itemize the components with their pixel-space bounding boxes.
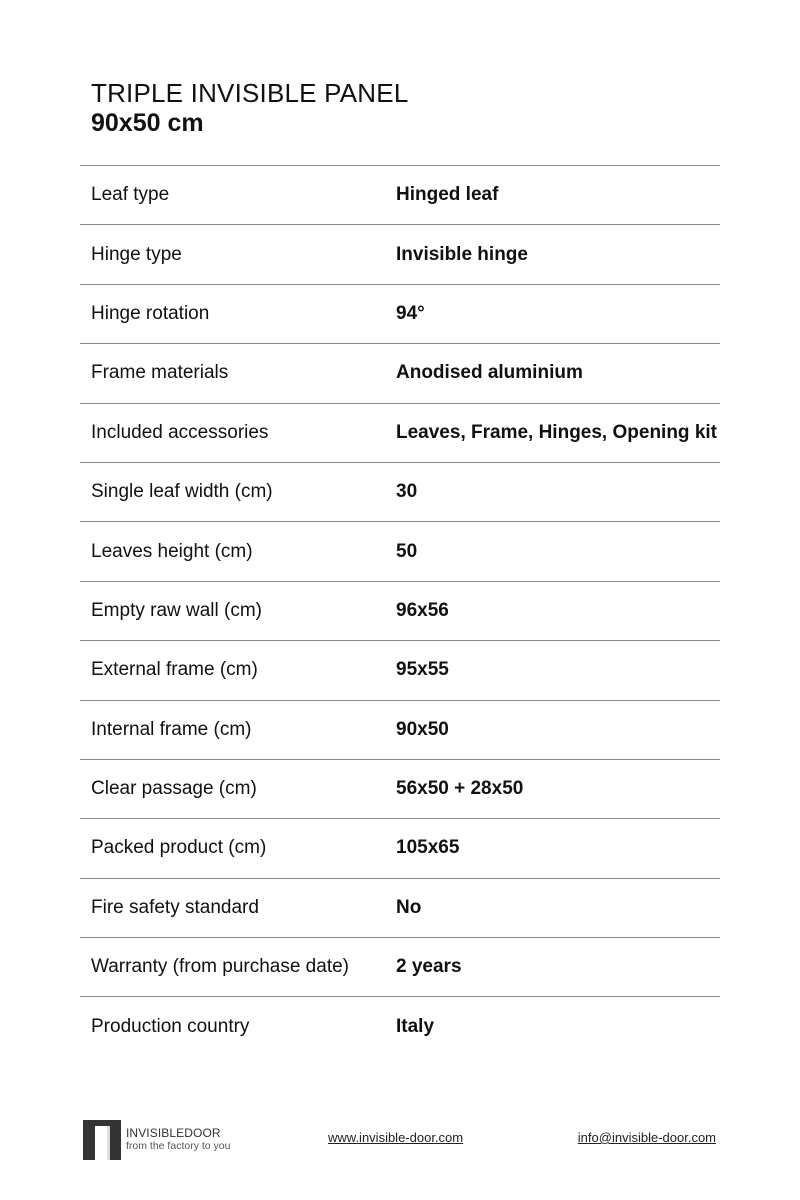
brand-logo[interactable] [83, 1120, 230, 1160]
spec-value-single-leaf-width: 30 [396, 481, 418, 503]
spec-label-empty-raw-wall: Empty raw wall (cm) [91, 599, 263, 621]
spec-row [80, 701, 720, 760]
spec-row [80, 463, 720, 522]
spec-label-included-accessories: Included accessories [91, 421, 269, 443]
spec-label-leaves-height: Leaves height (cm) [91, 540, 253, 562]
spec-row [80, 879, 720, 938]
spec-label-internal-frame: Internal frame (cm) [91, 718, 252, 740]
spec-value-leaves-height: 50 [396, 540, 418, 562]
document-footer [80, 1118, 720, 1162]
spec-row [80, 404, 720, 463]
product-size: 90x50 cm [91, 109, 204, 137]
spec-label-leaf-type: Leaf type [91, 184, 170, 206]
spec-label-clear-passage: Clear passage (cm) [91, 778, 257, 800]
spec-label-fire-safety: Fire safety standard [91, 896, 259, 918]
spec-label-external-frame: External frame (cm) [91, 659, 258, 681]
email-link[interactable]: info@invisible-door.com [577, 1130, 716, 1145]
spec-label-packed-product: Packed product (cm) [91, 837, 267, 859]
spec-label-frame-materials: Frame materials [91, 362, 229, 384]
spec-row [80, 166, 720, 225]
spec-value-production-country: Italy [396, 1016, 435, 1038]
document-header [91, 78, 408, 138]
website-link[interactable]: www.invisible-door.com [328, 1130, 464, 1145]
spec-value-internal-frame: 90x50 [396, 718, 449, 740]
spec-value-external-frame: 95x55 [396, 659, 449, 681]
door-logo-icon [83, 1120, 121, 1160]
spec-label-warranty: Warranty (from purchase date) [91, 956, 349, 978]
spec-value-included-accessories: Leaves, Frame, Hinges, Opening kit [396, 421, 717, 443]
spec-value-packed-product: 105x65 [396, 837, 460, 859]
brand-tagline: from the factory to you [126, 1140, 231, 1152]
spec-label-single-leaf-width: Single leaf width (cm) [91, 481, 273, 503]
spec-label-hinge-type: Hinge type [91, 243, 182, 265]
brand-name-part2: DOOR [184, 1126, 221, 1140]
spec-row [80, 997, 720, 1056]
spec-row [80, 641, 720, 700]
spec-value-empty-raw-wall: 96x56 [396, 599, 449, 621]
spec-label-production-country: Production country [91, 1016, 250, 1038]
spec-row [80, 285, 720, 344]
spec-value-hinge-rotation: 94° [396, 302, 425, 324]
product-title: TRIPLE INVISIBLE PANEL [91, 78, 409, 108]
brand-name-part1: INVISIBLE [126, 1126, 185, 1140]
spec-value-hinge-type: Invisible hinge [396, 243, 528, 265]
spec-row [80, 819, 720, 878]
spec-value-clear-passage: 56x50 + 28x50 [396, 778, 524, 800]
brand-logo-text [126, 1127, 230, 1153]
spec-row [80, 582, 720, 641]
spec-row [80, 938, 720, 997]
spec-table [80, 165, 720, 1057]
spec-value-frame-materials: Anodised aluminium [396, 362, 583, 384]
spec-row [80, 225, 720, 284]
spec-label-hinge-rotation: Hinge rotation [91, 302, 210, 324]
spec-value-warranty: 2 years [396, 956, 462, 978]
spec-row [80, 344, 720, 403]
spec-row [80, 760, 720, 819]
spec-value-fire-safety: No [396, 896, 422, 918]
brand-name [126, 1127, 230, 1140]
spec-row [80, 522, 720, 581]
spec-value-leaf-type: Hinged leaf [396, 184, 499, 206]
